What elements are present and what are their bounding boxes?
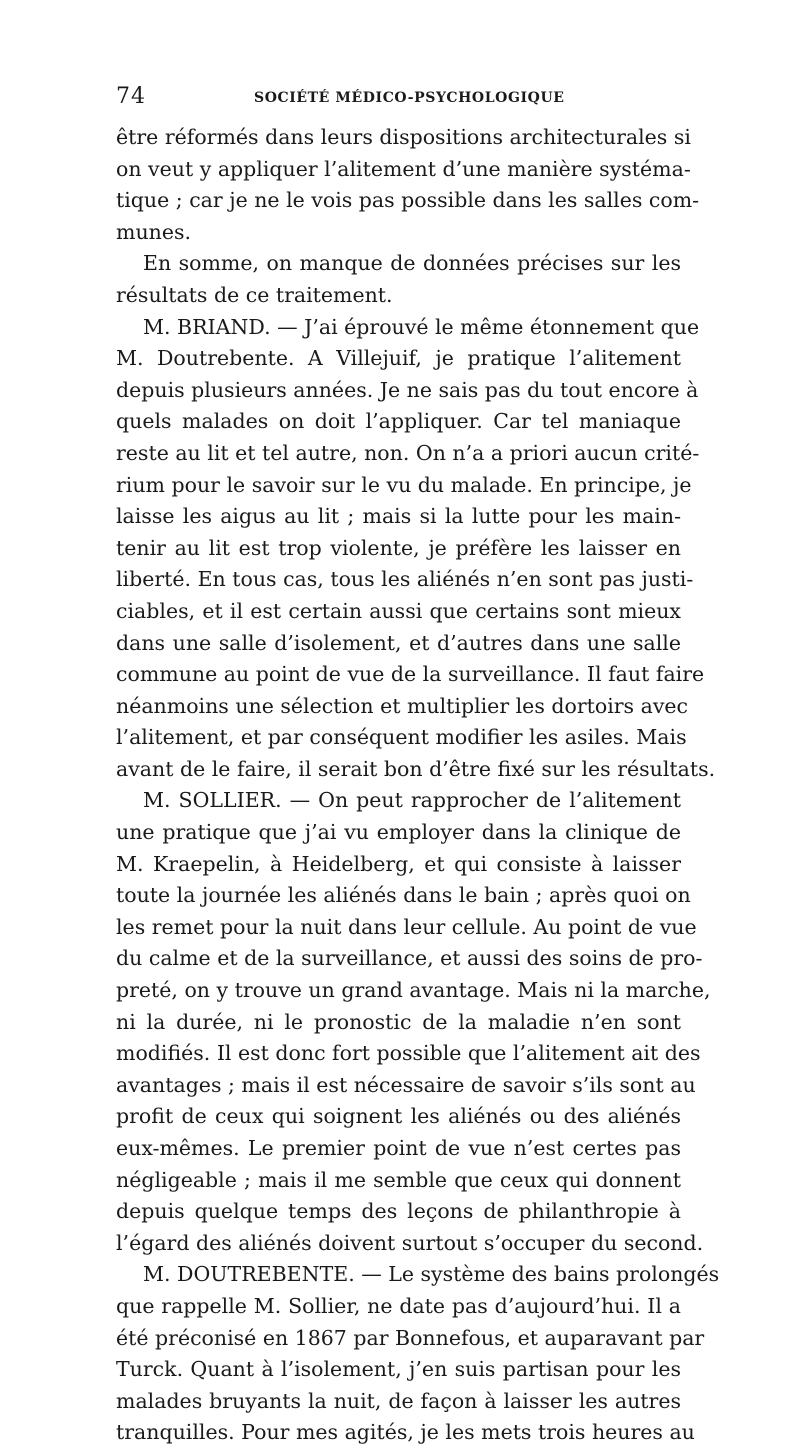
text-line: été préconisé en 1867 par Bonnefous, et auparavant par [116, 1325, 705, 1350]
book-page [116, 82, 720, 1449]
text-line: l’égard des aliénés doivent surtout s’occuper du second. [116, 1230, 704, 1255]
text-line: tique ; car je ne le vois pas possible dans les salles com- [116, 188, 700, 213]
text-line: profit de ceux qui soignent les aliénés ou des aliénés [116, 1104, 681, 1129]
text-line: résultats de ce traitement. [116, 282, 393, 307]
text-line: avant de le faire, il serait bon d’être fixé sur les résultats. [116, 756, 716, 781]
text-line: l’alitement, et par conséquent modifier les asiles. Mais [116, 725, 687, 750]
text-line: M. DOUTREBENTE. — Le système des bains prolongés [143, 1262, 720, 1287]
body-text [116, 122, 720, 1449]
text-line: dans une salle d’isolement, et d’autres dans une salle [116, 630, 681, 655]
text-line: depuis plusieurs années. Je ne sais pas du tout encore à [116, 377, 699, 402]
running-head [116, 82, 681, 122]
text-line: depuis quelque temps des leçons de philanthropie à [116, 1199, 681, 1224]
text-line: être réformés dans leurs dispositions architecturales si [116, 125, 691, 149]
text-line: preté, on y trouve un grand avantage. Mais ni la marche, [116, 978, 711, 1003]
text-line: une pratique que j’ai vu employer dans la clinique de [116, 820, 681, 845]
running-title: SOCIÉTÉ MÉDICO-PSYCHOLOGIQUE [254, 90, 565, 106]
text-line: malades bruyants la nuit, de façon à laisser les autres [116, 1388, 681, 1413]
page-number: 74 [116, 84, 146, 109]
text-line: Turck. Quant à l’isolement, j’en suis partisan pour les [116, 1357, 681, 1382]
text-line: ciables, et il est certain aussi que certains sont mieux [116, 598, 681, 623]
text-line: liberté. En tous cas, tous les aliénés n’en sont pas justi- [116, 567, 694, 592]
text-line: négligeable ; mais il me semble que ceux qui donnent [116, 1167, 681, 1192]
text-line: M. BRIAND. — J’ai éprouvé le même étonnement que [143, 314, 700, 339]
text-line: les remet pour la nuit dans leur cellule. Au point de vue [116, 914, 697, 939]
text-line: commune au point de vue de la surveillance. Il faut faire [116, 662, 705, 687]
text-line: toute la journée les aliénés dans le bain ; après quoi on [116, 883, 691, 908]
text-line: M. Doutrebente. A Villejuif, je pratique l’alitement [116, 346, 681, 371]
text-line: que rappelle M. Sollier, ne date pas d’aujourd’hui. Il a [116, 1293, 681, 1318]
text-line: laisse les aigus au lit ; mais si la lutte pour les main- [116, 504, 681, 529]
text-line: ni la durée, ni le pronostic de la maladie n’en sont [116, 1009, 681, 1034]
text-line: modifiés. Il est donc fort possible que l’alitement ait des [116, 1041, 701, 1066]
text-line: quels malades on doit l’appliquer. Car tel maniaque [116, 409, 681, 434]
text-line: M. SOLLIER. — On peut rapprocher de l’alitement [143, 788, 681, 813]
text-line: néanmoins une sélection et multiplier les dortoirs avec [116, 693, 689, 718]
text-line: munes. [116, 219, 192, 244]
text-line: rium pour le savoir sur le vu du malade. En principe, je [116, 472, 692, 497]
text-line: on veut y appliquer l’alitement d’une manière systéma- [116, 156, 691, 181]
text-line: avantages ; mais il est nécessaire de savoir s’ils sont au [116, 1072, 696, 1097]
text-line: eux-mêmes. Le premier point de vue n’est certes pas [116, 1136, 681, 1160]
text-line: reste au lit et tel autre, non. On n’a a priori aucun crité- [116, 440, 700, 465]
text-line: M. Kraepelin, à Heidelberg, et qui consiste à laisser [116, 851, 681, 876]
text-line: tranquilles. Pour mes agités, je les mets trois heures au [116, 1420, 695, 1445]
text-line: du calme et de la surveillance, et aussi des soins de pro- [116, 946, 703, 971]
text-line: En somme, on manque de données précises sur les [143, 251, 681, 276]
text-line: tenir au lit est trop violente, je préfère les laisser en [116, 535, 681, 560]
